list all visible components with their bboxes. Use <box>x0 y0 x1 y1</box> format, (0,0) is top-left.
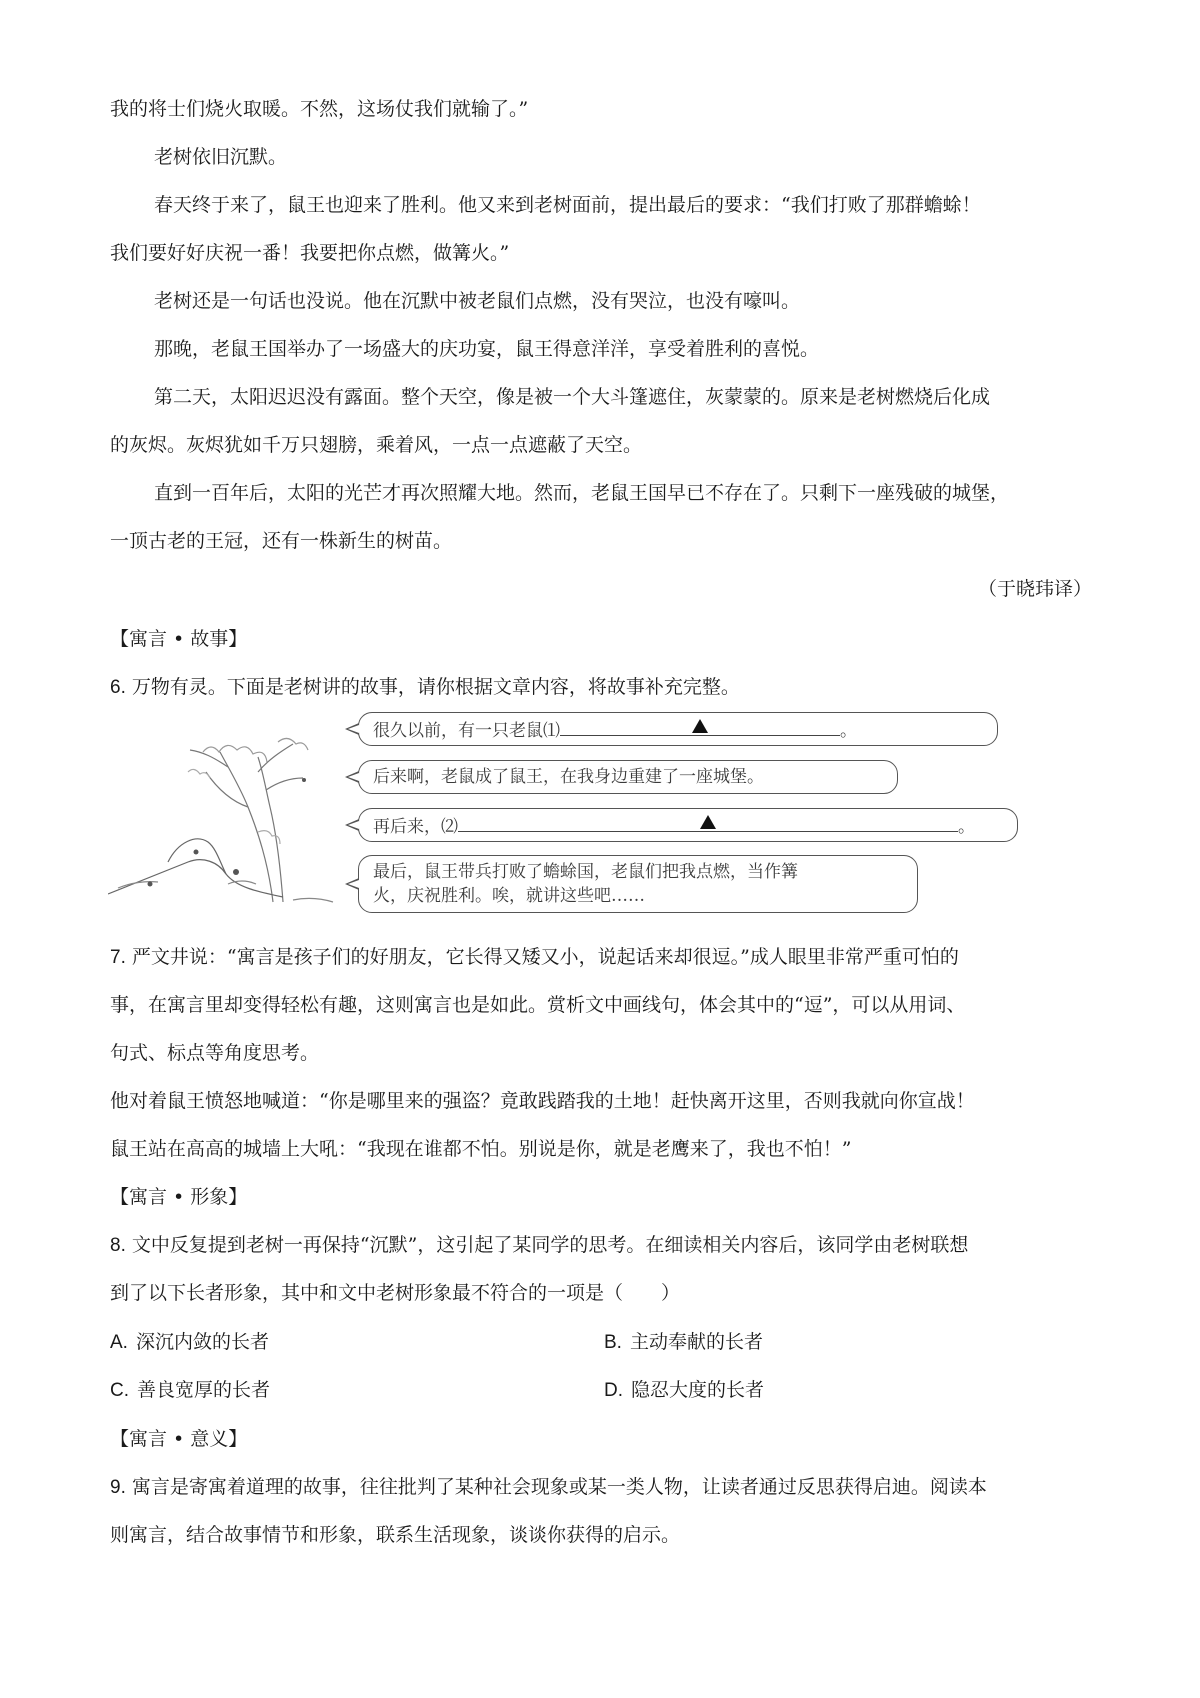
quoted-sentence: 他对着鼠王愤怒地喊道：“你是哪里来的强盗？竟敢践踏我的土地！赶快离开这里，否则我就向你宣战！ <box>110 1090 975 1112</box>
bubble-text: 火，庆祝胜利。唉，就讲这些吧…… <box>373 886 645 906</box>
question-text: 寓言是寄寓着道理的故事，往往批判了某种社会现象或某一类人物，让读者通过反思获得启迪。阅读本 <box>131 1476 987 1498</box>
question-text-line: 句式、标点等角度思考。 <box>110 1042 320 1064</box>
option-letter: D. <box>604 1380 623 1401</box>
triangle-marker-icon <box>700 815 716 829</box>
question-text: 严文井说：“寓言是孩子们的好朋友，它长得又矮又小，说起话来却很逗。”成人眼里非常严重可怕的 <box>131 946 959 968</box>
question-8 <box>110 1232 968 1259</box>
story-paragraph: 第二天，太阳迟迟没有露面。整个天空，像是被一个大斗篷遮住，灰蒙蒙的。原来是老树燃烧后化成 <box>154 386 991 408</box>
story-illustration <box>108 712 1008 912</box>
bubble-text: 最后，鼠王带兵打败了蟾蜍国，老鼠们把我点燃，当作篝 <box>373 862 798 882</box>
speech-bubble-3 <box>358 808 1018 842</box>
bubble-text: 再后来，⑵ <box>373 817 458 837</box>
bubble-text: 很久以前，有一只老鼠⑴ <box>373 721 560 741</box>
option-text: 隐忍大度的长者 <box>631 1379 765 1401</box>
story-paragraph-line: 的灰烬。灰烬犹如千万只翅膀，乘着风，一点一点遮蔽了天空。 <box>110 434 643 456</box>
question-number: 8. <box>110 1235 126 1256</box>
question-9 <box>110 1474 987 1501</box>
option-b[interactable] <box>604 1329 763 1356</box>
bubble-text: 。 <box>958 817 975 837</box>
question-number: 9. <box>110 1477 126 1498</box>
speech-bubble-2 <box>358 760 898 794</box>
section-heading-story: 【寓言 • 故事】 <box>110 628 248 650</box>
story-paragraph: 直到一百年后，太阳的光芒才再次照耀大地。然而，老鼠王国早已不存在了。只剩下一座残破的城堡， <box>154 482 1010 504</box>
question-6 <box>110 674 740 701</box>
option-text: 主动奉献的长者 <box>629 1331 763 1353</box>
option-c[interactable] <box>110 1377 270 1404</box>
old-tree-illustration <box>108 712 358 912</box>
question-number: 6. <box>110 677 126 698</box>
question-text-line: 事，在寓言里却变得轻松有趣，这则寓言也是如此。赏析文中画线句，体会其中的“逗”，可以从用词、 <box>110 994 966 1016</box>
question-7 <box>110 944 959 971</box>
story-paragraph-line: 我的将士们烧火取暖。不然，这场仗我们就输了。” <box>110 98 529 120</box>
story-paragraph-line: 一顶古老的王冠，还有一株新生的树苗。 <box>110 530 453 552</box>
section-heading-image: 【寓言 • 形象】 <box>110 1186 248 1208</box>
question-text: 文中反复提到老树一再保持“沉默”，这引起了某同学的思考。在细读相关内容后，该同学由老树联想 <box>131 1234 969 1256</box>
option-letter: B. <box>604 1332 622 1353</box>
option-letter: C. <box>110 1380 129 1401</box>
quoted-sentence: 鼠王站在高高的城墙上大吼：“我现在谁都不怕。别说是你，就是老鹰来了，我也不怕！” <box>110 1138 852 1160</box>
option-text: 深沉内敛的长者 <box>135 1331 269 1353</box>
section-heading-meaning: 【寓言 • 意义】 <box>110 1428 248 1450</box>
bubble-text: 后来啊，老鼠成了鼠王，在我身边重建了一座城堡。 <box>373 767 764 787</box>
bubble-text: 。 <box>840 721 857 741</box>
story-paragraph: 春天终于来了，鼠王也迎来了胜利。他又来到老树面前，提出最后的要求：“我们打败了那群蟾蜍！ <box>154 194 981 216</box>
translator-attribution: （于晓玮译） <box>977 578 1092 600</box>
answer-blank-1[interactable] <box>560 717 840 736</box>
speech-bubble-1 <box>358 712 998 746</box>
question-text-line: 则寓言，结合故事情节和形象，联系生活现象，谈谈你获得的启示。 <box>110 1524 681 1546</box>
triangle-marker-icon <box>692 719 708 733</box>
option-d[interactable] <box>604 1377 764 1404</box>
story-paragraph: 那晚，老鼠王国举办了一场盛大的庆功宴，鼠王得意洋洋，享受着胜利的喜悦。 <box>154 338 820 360</box>
option-a[interactable] <box>110 1329 269 1356</box>
story-paragraph: 老树依旧沉默。 <box>154 146 288 168</box>
option-letter: A. <box>110 1332 128 1353</box>
question-number: 7. <box>110 947 126 968</box>
answer-blank-2[interactable] <box>458 813 958 832</box>
story-paragraph: 老树还是一句话也没说。他在沉默中被老鼠们点燃，没有哭泣，也没有嚎叫。 <box>154 290 801 312</box>
speech-bubble-4 <box>358 855 918 913</box>
option-text: 善良宽厚的长者 <box>137 1379 271 1401</box>
story-paragraph-line: 我们要好好庆祝一番！我要把你点燃，做篝火。” <box>110 242 510 264</box>
question-text: 万物有灵。下面是老树讲的故事，请你根据文章内容，将故事补充完整。 <box>131 676 740 698</box>
question-text-line: 到了以下长者形象，其中和文中老树形象最不符合的一项是（ ） <box>110 1282 681 1304</box>
